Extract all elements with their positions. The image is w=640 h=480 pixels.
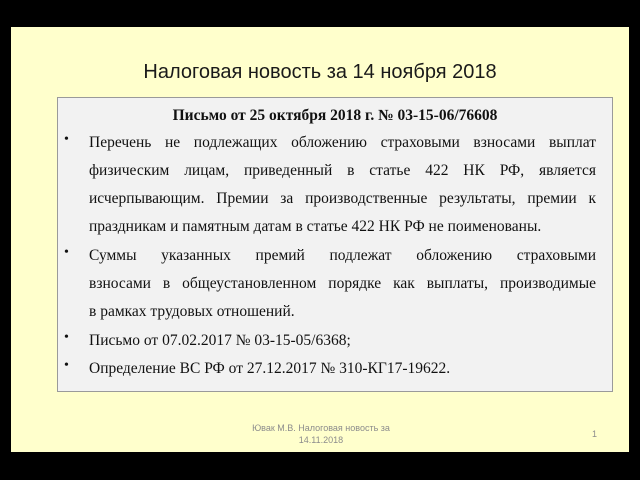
bullet-marker: • bbox=[64, 132, 69, 147]
slide-footer bbox=[221, 422, 421, 446]
bullet-text bbox=[89, 358, 596, 386]
bullet-line: физическим лицам, приведенный в статье 422 НК РФ, является bbox=[89, 162, 596, 179]
slide bbox=[11, 27, 629, 452]
letter-box bbox=[57, 97, 613, 392]
bullet-line: взносами в общеустановленном порядке как выплаты, производимые bbox=[89, 275, 596, 292]
bullet-line: исчерпывающим. Премии за производственные результаты, премии к bbox=[89, 190, 596, 207]
bullet-marker: • bbox=[64, 245, 69, 260]
bullet-text bbox=[89, 330, 596, 358]
footer-line: Ювак М.В. Налоговая новость за bbox=[252, 423, 390, 433]
bullet-marker: • bbox=[64, 358, 69, 373]
footer-line: 14.11.2018 bbox=[298, 435, 344, 445]
bullet-line: Перечень не подлежащих обложению страховыми взносами выплат bbox=[89, 134, 596, 151]
slide-title: Налоговая новость за 14 ноября 2018 bbox=[143, 61, 497, 83]
bullet-text bbox=[89, 132, 596, 244]
letter-title: Письмо от 25 октября 2018 г. № 03-15-06/76608 bbox=[172, 107, 498, 124]
bullet-marker: • bbox=[64, 330, 69, 345]
bullet-line: в рамках трудовых отношений. bbox=[89, 303, 295, 320]
bullet-line: Определение ВС РФ от 27.12.2017 № 310-КГ17-19622. bbox=[89, 360, 451, 377]
bullet-text bbox=[89, 245, 596, 329]
bullet-line: Письмо от 07.02.2017 № 03-15-05/6368; bbox=[89, 332, 351, 349]
bullet-line: праздникам и памятным датам в статье 422 НК РФ не поименованы. bbox=[89, 218, 542, 235]
bullet-line: Суммы указанных премий подлежат обложению страховыми bbox=[89, 247, 596, 264]
page-number: 1 bbox=[592, 429, 598, 439]
